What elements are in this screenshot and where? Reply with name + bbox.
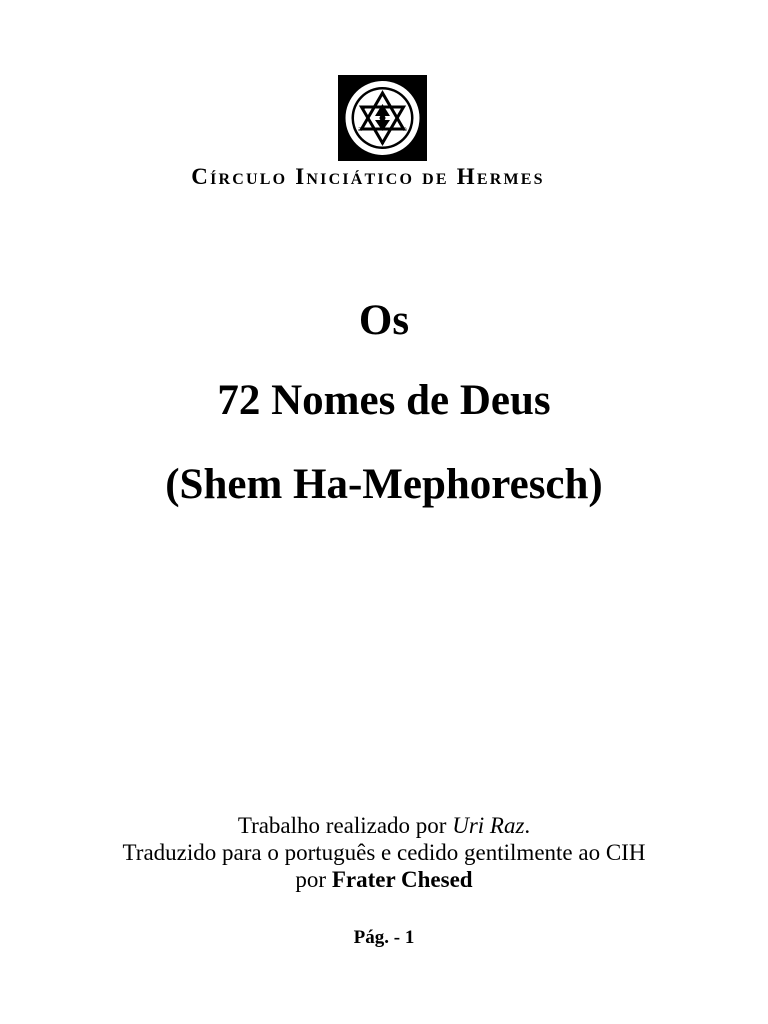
credits-line-1 xyxy=(0,812,768,839)
author-name: Uri Raz xyxy=(452,813,525,838)
title-line-1: Os xyxy=(358,297,410,344)
svg-text:ה: ה xyxy=(380,139,385,146)
credits-prefix: Trabalho realizado por xyxy=(237,813,453,838)
hexagram-seal-icon xyxy=(338,75,427,161)
credits-line-2: Traduzido para o português e cedido gentilmente ao CIH xyxy=(122,840,646,865)
credits-line-3-prefix: por xyxy=(295,867,332,892)
svg-text:ה: ה xyxy=(358,126,362,133)
page-number: Pág. - 1 xyxy=(353,927,415,948)
credits-block xyxy=(0,812,768,893)
credits-suffix: . xyxy=(524,813,531,838)
title-line-2: 72 Nomes de Deus xyxy=(217,377,551,424)
svg-text:ד: ד xyxy=(362,104,366,111)
svg-text:ד: ד xyxy=(380,92,385,99)
credits-line-3 xyxy=(0,866,768,893)
organization-name: Círculo Iniciático de Hermes xyxy=(191,164,545,189)
translator-name: Frater Chesed xyxy=(331,867,473,892)
svg-text:ד: ד xyxy=(399,104,403,111)
title-line-3: (Shem Ha-Mephoresch) xyxy=(165,461,603,508)
svg-text:ה: ה xyxy=(403,126,407,133)
